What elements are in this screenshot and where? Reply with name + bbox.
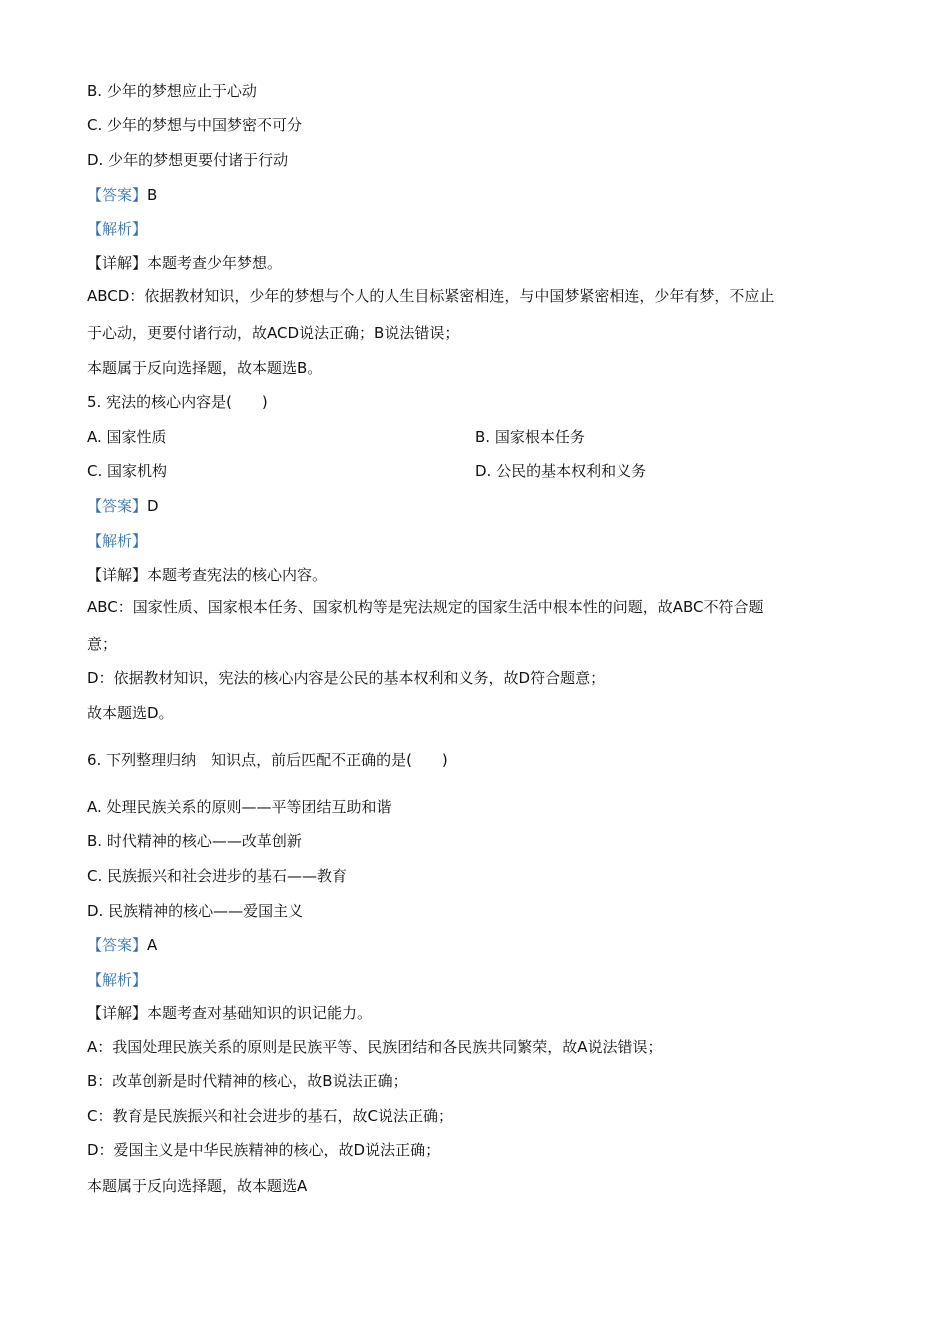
q6-explain-a: A：我国处理民族关系的原则是民族平等、民族团结和各民族共同繁荣，故A说法错误；: [87, 1038, 663, 1056]
answer-tag: 【答案】: [87, 186, 148, 204]
q6-explain-d: D：爱国主义是中华民族精神的核心，故D说法正确；: [87, 1141, 441, 1159]
answer-tag: 【答案】: [87, 497, 148, 515]
q4-detail: 【详解】本题考查少年梦想。: [87, 254, 283, 272]
q5-analysis-tag: 【解析】: [87, 532, 148, 550]
q4-explain-1: ABCD：依据教材知识，少年的梦想与个人的人生目标紧密相连，与中国梦紧密相连，少年有梦，不应止: [87, 287, 775, 305]
q6-question: 6. 下列整理归纳 知识点，前后匹配不正确的是( ): [87, 751, 448, 769]
q6-detail: 【详解】本题考查对基础知识的识记能力。: [87, 1004, 373, 1022]
q5-question: 5. 宪法的核心内容是( ): [87, 393, 268, 411]
q6-option-c: C. 民族振兴和社会进步的基石——教育: [87, 867, 348, 885]
q5-explain-1: ABC：国家性质、国家根本任务、国家机构等是宪法规定的国家生活中根本性的问题，故ABC不符合题: [87, 598, 764, 616]
q5-answer: [87, 496, 159, 516]
q5-option-d: D. 公民的基本权利和义务: [475, 462, 647, 480]
q6-answer: [87, 935, 157, 955]
answer-value: D: [147, 497, 159, 515]
q4-analysis-tag: 【解析】: [87, 220, 148, 238]
q6-explain-c: C：教育是民族振兴和社会进步的基石，故C说法正确；: [87, 1107, 453, 1125]
q6-option-b: B. 时代精神的核心——改革创新: [87, 832, 302, 850]
q4-option-c: C. 少年的梦想与中国梦密不可分: [87, 116, 303, 134]
answer-tag: 【答案】: [87, 936, 148, 954]
q6-explain-b: B：改革创新是时代精神的核心，故B说法正确；: [87, 1072, 408, 1090]
q5-detail: 【详解】本题考查宪法的核心内容。: [87, 566, 328, 584]
q5-explain-3: D：依据教材知识，宪法的核心内容是公民的基本权利和义务，故D符合题意；: [87, 669, 606, 687]
q4-option-d: D. 少年的梦想更要付诸于行动: [87, 151, 289, 169]
q5-option-a: A. 国家性质: [87, 428, 167, 446]
q5-option-b: B. 国家根本任务: [475, 428, 585, 446]
q4-explain-2: 于心动，更要付诸行动，故ACD说法正确；B说法错误；: [87, 324, 460, 342]
q4-option-b: B. 少年的梦想应止于心动: [87, 82, 257, 100]
q5-conclusion: 故本题选D。: [87, 704, 174, 722]
q4-conclusion: 本题属于反向选择题，故本题选B。: [87, 359, 323, 377]
answer-value: A: [147, 936, 158, 954]
q6-option-d: D. 民族精神的核心——爱国主义: [87, 902, 304, 920]
q6-option-a: A. 处理民族关系的原则——平等团结互助和谐: [87, 798, 392, 816]
q5-option-c: C. 国家机构: [87, 462, 168, 480]
q6-analysis-tag: 【解析】: [87, 971, 148, 989]
q4-answer: [87, 185, 157, 205]
q5-explain-2: 意；: [87, 635, 118, 653]
q6-conclusion: 本题属于反向选择题，故本题选A: [87, 1177, 308, 1195]
answer-value: B: [147, 186, 158, 204]
